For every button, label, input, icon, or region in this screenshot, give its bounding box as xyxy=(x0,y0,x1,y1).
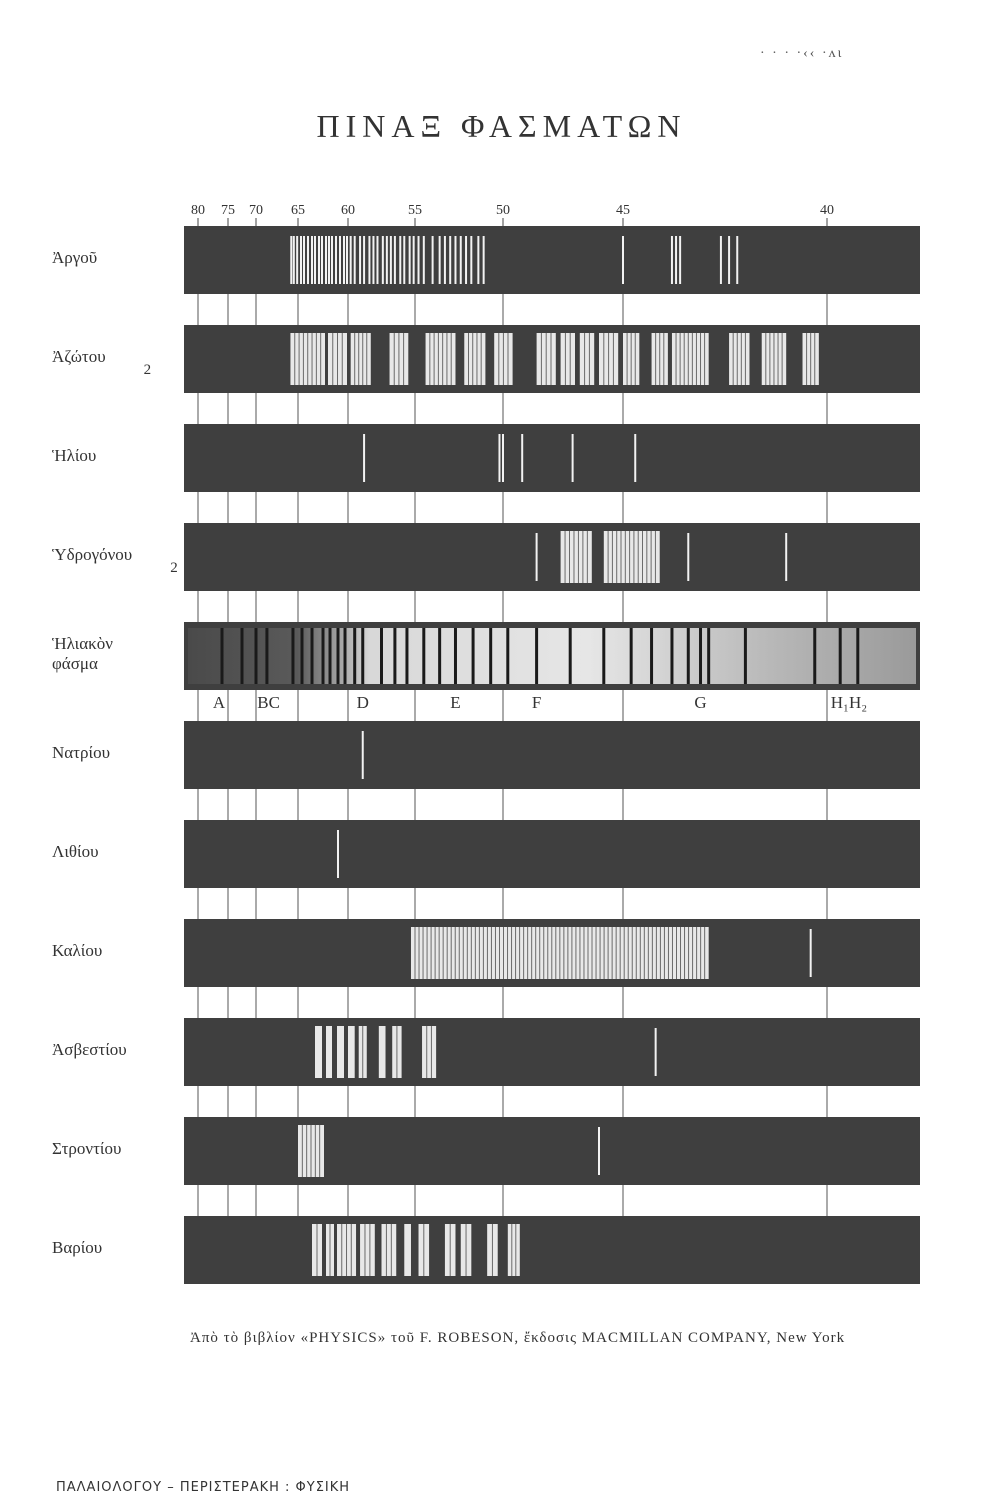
page-title: ΠΙΝΑΞ ΦΑΣΜΑΤΩΝ xyxy=(316,108,687,144)
spectrum-label xyxy=(52,446,96,466)
source-caption: Ἀπὸ τὸ βιβλίον «PHYSICS» τοῦ F. ROBESON, ἔκδοσις MACMILLAN COMPANY, New York xyxy=(190,1330,846,1346)
spectrum-label-text-line2: φάσμα xyxy=(52,654,98,673)
subscript-2: 2 xyxy=(170,560,178,576)
spectrum-label-text: Στροντίου xyxy=(52,1139,122,1158)
emission-band xyxy=(464,333,485,385)
spectrum-label xyxy=(52,347,152,378)
scale-tick-label: 50 xyxy=(496,203,510,218)
fraunhofer-label: E xyxy=(450,693,461,712)
emission-band xyxy=(337,1026,344,1078)
spectrum-strip xyxy=(184,523,920,591)
spectrum-label-text: Λιθίου xyxy=(52,842,99,861)
spectrum-label xyxy=(52,1238,102,1258)
emission-band xyxy=(348,1026,355,1078)
spectrum-label xyxy=(52,1040,127,1060)
spectrum-strip xyxy=(184,721,920,789)
spectrum-label xyxy=(52,634,113,674)
emission-band xyxy=(379,1026,386,1078)
emission-band xyxy=(351,333,371,385)
emission-band xyxy=(360,1224,375,1276)
spectrum-label-text: Ἀζώτου xyxy=(52,347,106,366)
spectrum-label-text: Ἡλιακὸν xyxy=(52,634,113,653)
emission-band xyxy=(315,1026,322,1078)
spectrum-label-text: Ἀργοῦ xyxy=(52,248,98,267)
spectrum-strip xyxy=(184,1216,920,1284)
spectrum-label-text: Ἀσβεστίου xyxy=(52,1040,127,1059)
fraunhofer-label: H₁H₂ xyxy=(830,693,868,712)
fraunhofer-label: D xyxy=(356,693,369,712)
spectrum-label-text: Καλίου xyxy=(52,941,103,960)
emission-band xyxy=(382,1224,397,1276)
fraunhofer-label: F xyxy=(531,693,542,712)
scale-tick-label: 80 xyxy=(191,203,205,218)
spectrum-label-text: Βαρίου xyxy=(52,1238,103,1257)
scale-tick-label: 40 xyxy=(820,203,834,218)
spectrum-label xyxy=(52,743,110,763)
spectrum-label xyxy=(52,941,102,961)
spectrum-label xyxy=(52,1139,121,1159)
spectrum-label xyxy=(52,842,99,862)
scale-tick-label: 70 xyxy=(249,203,263,218)
spectrum-strip xyxy=(184,820,920,888)
scale-tick-label: 65 xyxy=(291,203,305,218)
spectrum-label xyxy=(52,248,97,268)
emission-band xyxy=(729,333,749,385)
spectrum-label xyxy=(52,545,178,576)
spectrum-label-text: Νατρίου xyxy=(52,743,110,762)
emission-band xyxy=(404,1224,411,1276)
fraunhofer-label: A xyxy=(212,693,226,712)
scale-tick-label: 45 xyxy=(616,203,630,218)
emission-band xyxy=(422,1026,436,1078)
emission-band xyxy=(326,1026,332,1078)
scale-tick-label: 55 xyxy=(408,203,422,218)
emission-band xyxy=(672,333,709,385)
spectrum-strip xyxy=(184,1117,920,1185)
spectrum-strip xyxy=(184,424,920,492)
margin-scribble: · · · ·‹‹ ·ʌι xyxy=(760,46,844,61)
emission-band xyxy=(508,1224,520,1276)
scale-tick-label: 75 xyxy=(221,203,235,218)
spectrum-label-text: Ἡλίου xyxy=(52,446,97,465)
footer-authors: ΠΑΛΑΙΟΛΟΓΟΥ – ΠΕΡΙΣΤΕΡΑΚΗ : ΦΥΣΙΚΗ xyxy=(56,1480,351,1495)
fraunhofer-label: BC xyxy=(257,693,280,712)
fraunhofer-label: G xyxy=(694,693,707,712)
emission-band xyxy=(580,333,594,385)
emission-band xyxy=(561,333,575,385)
scale-tick-label: 60 xyxy=(341,203,355,218)
spectrum-label-text: Ὑδρογόνου xyxy=(52,545,133,564)
subscript-2: 2 xyxy=(143,362,152,378)
solar-continuum xyxy=(188,628,916,684)
spectrum-strip xyxy=(184,1018,920,1086)
